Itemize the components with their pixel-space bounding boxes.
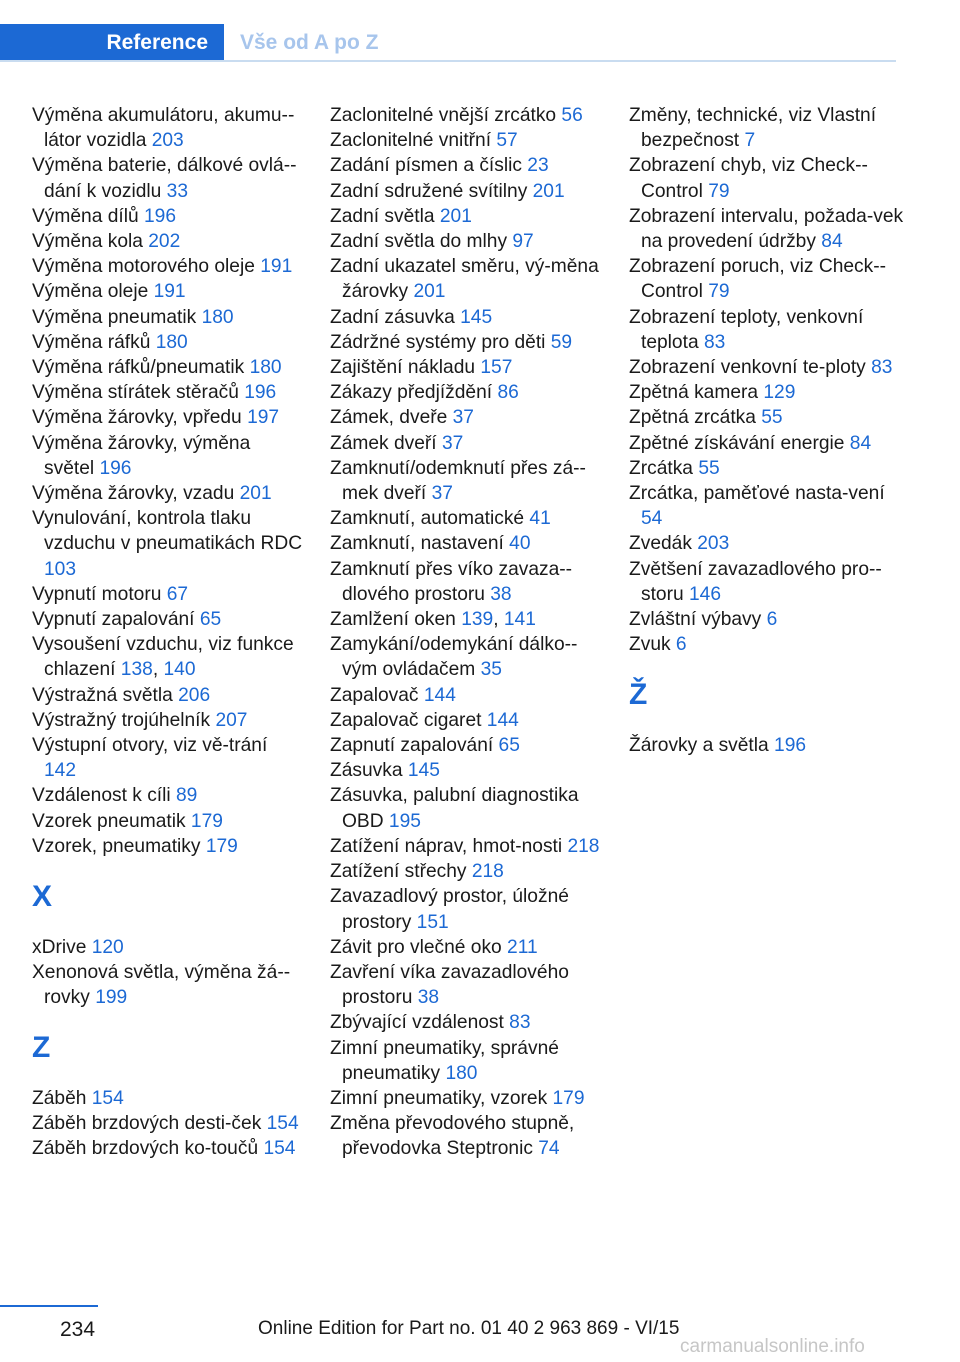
page-link[interactable]: 179 [190, 810, 223, 832]
index-entry [32, 632, 304, 682]
index-entry-term: Xenonová světla, výměna žá-rovky [32, 961, 291, 1009]
index-entry-term: Vynulování, kontrola tlaku vzduchu v pneumatikách RDC [32, 508, 303, 555]
index-entry [330, 103, 606, 128]
index-entry-term: Zrcátka, paměťové nasta-vení [629, 483, 885, 505]
page-link[interactable]: 79 [708, 281, 730, 303]
index-entry-term: Zobrazení intervalu, požada-vek na provedení údržby [629, 205, 904, 253]
page-link[interactable]: 67 [166, 583, 189, 605]
index-entry-term: Zámek dveří [330, 432, 442, 454]
page-link[interactable]: 57 [496, 130, 518, 152]
index-entry-term: Zadní sdružené svítilny [330, 180, 533, 202]
page-link[interactable]: 141 [503, 609, 536, 631]
index-entry-term: Zadní ukazatel směru, vý-měna žárovky [330, 256, 599, 303]
page-link[interactable]: 180 [445, 1062, 478, 1084]
tab-az-index[interactable]: Vše od A po Z [240, 31, 379, 54]
index-entry-term: Výstražná světla [32, 684, 179, 706]
index-letter-heading: Ž [629, 678, 648, 712]
page-link[interactable]: 142 [44, 760, 77, 782]
index-entry-term: Zvuk [629, 634, 676, 656]
page-link[interactable]: 84 [821, 231, 843, 253]
page-link[interactable]: 6 [675, 634, 687, 656]
index-entry-term: Zobrazení poruch, viz Check-Control [629, 256, 886, 303]
page-link[interactable]: 180 [155, 331, 188, 353]
index-entry [330, 683, 606, 708]
index-entry-term: Zadní světla [330, 205, 440, 227]
index-entry-term: xDrive [32, 936, 92, 958]
index-entry [330, 1086, 606, 1111]
index-entry-term: Zamknutí, automatické [330, 508, 530, 530]
index-entry [629, 733, 909, 758]
page-link[interactable]: 154 [263, 1138, 296, 1160]
index-entry-term: Zvláštní výbavy [629, 609, 767, 631]
page-link[interactable]: 203 [697, 533, 730, 555]
index-entry-term: Změny, technické, viz Vlastní bezpečnost [629, 105, 877, 152]
page-link[interactable]: 154 [91, 1087, 124, 1109]
page-link[interactable]: 89 [175, 785, 198, 807]
index-entry [32, 405, 304, 430]
page-link[interactable]: 35 [480, 659, 502, 681]
page-link[interactable]: 206 [178, 684, 211, 706]
page-link[interactable]: 201 [532, 180, 565, 202]
index-entry [629, 204, 909, 254]
page-link[interactable]: 6 [766, 609, 778, 631]
index-entry-term: Změna převodového stupně, převodovka Steptronic [330, 1113, 575, 1160]
page-link[interactable]: 37 [431, 483, 453, 505]
index-entry [32, 506, 304, 582]
index-entry [32, 683, 304, 708]
page-link[interactable]: 65 [199, 609, 222, 631]
page-link[interactable]: 145 [407, 760, 440, 782]
index-entry-term: Výměna žárovky, výměna světel [32, 432, 251, 479]
index-entry [32, 607, 304, 632]
index-entry [330, 506, 606, 531]
page-link[interactable]: 151 [416, 911, 449, 933]
index-entry-term: Vypnutí zapalování [32, 609, 200, 631]
index-entry [330, 179, 606, 204]
index-entry-term: Záběh brzdových desti-ček [32, 1113, 267, 1135]
index-entry-term: Výměna žárovky, vpředu [32, 407, 248, 429]
index-entry-term: Výměna baterie, dálkové ovlá-dání k vozidlu [32, 155, 297, 202]
index-entry [330, 305, 606, 330]
index-entry [32, 809, 304, 834]
page-separator: , [493, 609, 504, 631]
index-entry-term: Zásuvka [330, 760, 408, 782]
page-link[interactable]: 41 [529, 508, 551, 530]
index-entry [32, 254, 304, 279]
index-entry-term: Výměna dílů [32, 205, 144, 227]
index-entry-term: Výstražný trojúhelník [32, 709, 216, 731]
page-link[interactable]: 86 [497, 382, 519, 404]
index-entry [32, 355, 304, 380]
index-entry-term: Zavazadlový prostor, úložné prostory [330, 886, 569, 933]
index-entry-term: Zimní pneumatiky, vzorek [330, 1087, 553, 1109]
index-entry-term: Zaclonitelné vnější zrcátko [330, 105, 562, 126]
page-link[interactable]: 179 [552, 1087, 585, 1109]
page-link[interactable]: 154 [266, 1113, 299, 1135]
index-entry-term: Zobrazení venkovní te-ploty [629, 357, 872, 379]
index-column-3 [629, 103, 909, 758]
index-entry [629, 557, 909, 607]
page-link[interactable]: 144 [486, 709, 519, 731]
index-entry [330, 405, 606, 430]
index-entry [32, 204, 304, 229]
index-entry [330, 128, 606, 153]
index-entry [629, 607, 909, 632]
page-link[interactable]: 56 [561, 105, 583, 126]
index-entry-term: Zvedák [629, 533, 698, 555]
index-entry [32, 103, 304, 153]
page-link[interactable]: 211 [507, 936, 538, 958]
index-entry-term: Zadání písmen a číslic [330, 155, 528, 177]
index-entry [32, 431, 304, 481]
page-link[interactable]: 79 [708, 180, 730, 202]
index-entry [330, 380, 606, 405]
index-entry-term: Závit pro vlečné oko [330, 936, 508, 958]
index-entry-term: Výměna motorového oleje [32, 256, 261, 278]
page-link[interactable]: 203 [151, 130, 184, 152]
index-entry [629, 481, 909, 531]
index-entry-term: Výměna akumulátoru, akumu-látor vozidla [32, 105, 295, 152]
index-entry [330, 708, 606, 733]
index-entry [330, 783, 606, 833]
index-entry-term: Zvětšení zavazadlového pro-storu [629, 558, 882, 605]
page-link[interactable]: 55 [761, 407, 783, 429]
page-link[interactable]: 218 [471, 861, 504, 883]
page-link[interactable]: 103 [44, 558, 77, 580]
index-entry [32, 279, 304, 304]
page-link[interactable]: 7 [744, 130, 756, 152]
index-entry-term: Zatížení střechy [330, 861, 472, 883]
page-link[interactable]: 180 [201, 306, 234, 328]
page-link[interactable]: 196 [99, 457, 132, 479]
index-entry-term: Zpětná zrcátka [629, 407, 762, 429]
edition-line: Online Edition for Part no. 01 40 2 963 869 - VI/15 [258, 1318, 680, 1339]
index-entry [330, 960, 606, 1010]
index-entry-term: Zamykání/odemykání dálko-vým ovládačem [330, 634, 578, 681]
page-link[interactable]: 37 [452, 407, 474, 429]
index-letter-heading: X [32, 879, 53, 913]
index-entry [32, 1086, 304, 1111]
index-entry-term: Výměna stírátek stěračů [32, 382, 245, 404]
index-entry-term: Zpětné získávání energie [629, 432, 850, 454]
page-link[interactable]: 196 [774, 735, 807, 757]
index-entry-term: Zadní světla do mlhy [330, 231, 513, 253]
index-entry-term: Zamlžení oken [330, 609, 462, 631]
index-entry-term: Vysoušení vzduchu, viz funkce chlazení [32, 634, 294, 681]
page-link[interactable]: 196 [144, 205, 177, 227]
watermark: carmanualsonline.info [680, 1336, 865, 1357]
index-entry-term: Výstupní otvory, viz vě-trání [32, 735, 268, 757]
index-entry [629, 254, 909, 304]
index-entry [32, 481, 304, 506]
index-entry-term: Zásuvka, palubní diagnostika OBD [330, 785, 579, 832]
index-entry [330, 431, 606, 456]
index-entry [330, 607, 606, 632]
index-entry [629, 103, 909, 153]
index-column-1 [32, 103, 304, 1162]
index-entry-term: Zimní pneumatiky, správné pneumatiky [330, 1037, 559, 1084]
page-link[interactable]: 83 [703, 331, 726, 353]
page-link[interactable]: 207 [215, 709, 248, 731]
page-link[interactable]: 83 [871, 357, 893, 379]
index-entry [32, 229, 304, 254]
index-entry [330, 733, 606, 758]
index-entry [629, 456, 909, 481]
index-entry-term: Zatížení náprav, hmot-nosti [330, 835, 568, 857]
page-link[interactable]: 145 [460, 306, 493, 328]
index-entry [330, 859, 606, 884]
page-link[interactable]: 40 [509, 533, 531, 555]
index-entry [32, 582, 304, 607]
index-entry-term: Výměna ráfků [32, 331, 156, 353]
page-link[interactable]: 37 [441, 432, 464, 454]
index-entry-term: Zavření víka zavazadlového prostoru [330, 961, 569, 1009]
index-entry [32, 834, 304, 859]
page-link[interactable]: 84 [849, 432, 872, 454]
index-entry [330, 254, 606, 304]
page-link[interactable]: 129 [763, 382, 796, 404]
page-link[interactable]: 65 [498, 735, 520, 757]
page-link[interactable]: 59 [550, 331, 573, 353]
index-entry [32, 733, 304, 783]
index-entry [330, 935, 606, 960]
index-entry [330, 456, 606, 506]
page-link[interactable]: 74 [538, 1138, 560, 1160]
page-link[interactable]: 38 [417, 987, 440, 1009]
page-link[interactable]: 97 [512, 231, 534, 253]
index-entry-term: Zamknutí přes víko zavaza-dlového prostoru [330, 558, 573, 605]
index-entry-term: Výměna žárovky, vzadu [32, 483, 240, 505]
index-entry-term: Zapalovač cigaret [330, 709, 487, 731]
page-link[interactable]: 201 [239, 483, 272, 505]
index-entry-term: Vypnutí motoru [32, 583, 167, 605]
index-entry [629, 632, 909, 657]
page-link[interactable]: 120 [91, 936, 124, 958]
page-link[interactable]: 38 [490, 583, 512, 605]
index-entry-term: Výměna kola [32, 231, 149, 253]
index-entry-term: Zpětná kamera [629, 382, 764, 404]
index-entry [32, 1136, 304, 1161]
page-link[interactable]: 23 [527, 155, 549, 177]
index-entry [32, 153, 304, 203]
page-link[interactable]: 191 [153, 281, 186, 303]
index-entry-term: Zákazy předjíždění [330, 382, 498, 404]
index-entry-term: Zamknutí/odemknutí přes zá-mek dveří [330, 457, 586, 505]
page-link[interactable]: 33 [166, 180, 189, 202]
page-separator: , [152, 659, 164, 681]
index-entry-term: Výměna ráfků/pneumatik [32, 357, 250, 379]
index-entry [32, 380, 304, 405]
page-link[interactable]: 191 [260, 256, 293, 278]
index-entry [32, 960, 304, 1010]
page-link[interactable]: 140 [163, 659, 196, 681]
index-entry [330, 834, 606, 859]
index-entry-term: Žárovky a světla [629, 735, 775, 757]
index-entry-term: Zadní zásuvka [330, 306, 461, 328]
page-link[interactable]: 83 [509, 1012, 531, 1034]
page-number: 234 [60, 1318, 96, 1341]
index-entry [330, 355, 606, 380]
index-entry-term: Zaclonitelné vnitřní [330, 130, 497, 152]
page-link[interactable]: 139 [461, 609, 494, 631]
page-link[interactable]: 146 [689, 583, 722, 605]
index-entry [629, 531, 909, 556]
header-divider [0, 60, 896, 62]
page-link[interactable]: 144 [423, 684, 456, 706]
index-entry-term: Zádržné systémy pro děti [330, 331, 551, 353]
index-entry [32, 708, 304, 733]
index-entry-term: Vzorek pneumatik [32, 810, 191, 832]
index-entry [629, 305, 909, 355]
index-entry [629, 405, 909, 430]
page-link[interactable]: 180 [249, 357, 282, 379]
index-entry-term: Vzorek, pneumatiky [32, 835, 206, 857]
index-entry [330, 557, 606, 607]
index-entry [330, 632, 606, 682]
index-entry [330, 1036, 606, 1086]
index-entry-term: Zamknutí, nastavení [330, 533, 510, 555]
page-link[interactable]: 196 [244, 382, 277, 404]
index-entry [330, 1111, 606, 1161]
index-entry-term: Vzdálenost k cíli [32, 785, 176, 807]
header-tabbar [0, 24, 896, 62]
index-entry-term: Zajištění nákladu [330, 357, 481, 379]
index-entry-term: Záběh brzdových ko-toučů [32, 1138, 264, 1160]
page-link[interactable]: 201 [439, 205, 472, 227]
index-entry-term: Zobrazení teploty, venkovní teplota [629, 306, 864, 353]
page-link[interactable]: 218 [567, 835, 600, 857]
index-entry [32, 330, 304, 355]
tab-reference[interactable]: Reference [0, 24, 224, 62]
index-entry-term: Zobrazení chyb, viz Check-Control [629, 155, 868, 202]
index-entry [32, 783, 304, 808]
index-entry-term: Zámek, dveře [330, 407, 453, 429]
index-entry [330, 204, 606, 229]
index-entry-term: Záběh [32, 1087, 92, 1109]
page-link[interactable]: 199 [95, 987, 128, 1009]
page-link[interactable]: 195 [388, 810, 421, 832]
page-link[interactable]: 197 [247, 407, 280, 429]
footer-rule [0, 1305, 98, 1307]
index-entry-term: Výměna pneumatik [32, 306, 202, 328]
index-letter-heading: Z [32, 1030, 51, 1064]
index-entry [330, 229, 606, 254]
index-entry-term: Zrcátka [629, 457, 699, 479]
index-entry [32, 1111, 304, 1136]
page-link[interactable]: 54 [641, 508, 663, 530]
page-link[interactable]: 157 [480, 357, 513, 379]
index-entry [629, 153, 909, 203]
index-entry [330, 531, 606, 556]
index-entry [330, 153, 606, 178]
index-column-2 [330, 103, 606, 1162]
index-entry-term: Zapnutí zapalování [330, 735, 499, 757]
index-entry [330, 1010, 606, 1035]
index-entry [32, 935, 304, 960]
index-entry [629, 431, 909, 456]
page-link[interactable]: 55 [698, 457, 720, 479]
page-link[interactable]: 179 [205, 835, 238, 857]
index-entry-term: Zbývající vzdálenost [330, 1012, 510, 1034]
index-entry-term: Zapalovač [330, 684, 424, 706]
index-entry [32, 305, 304, 330]
index-entry [629, 355, 909, 380]
index-entry-term: Výměna oleje [32, 281, 154, 303]
index-entry [629, 380, 909, 405]
page-link[interactable]: 202 [148, 231, 181, 253]
index-entry [330, 758, 606, 783]
page-link[interactable]: 138 [120, 659, 153, 681]
page-link[interactable]: 201 [413, 281, 446, 303]
index-entry [330, 330, 606, 355]
index-entry [330, 884, 606, 934]
